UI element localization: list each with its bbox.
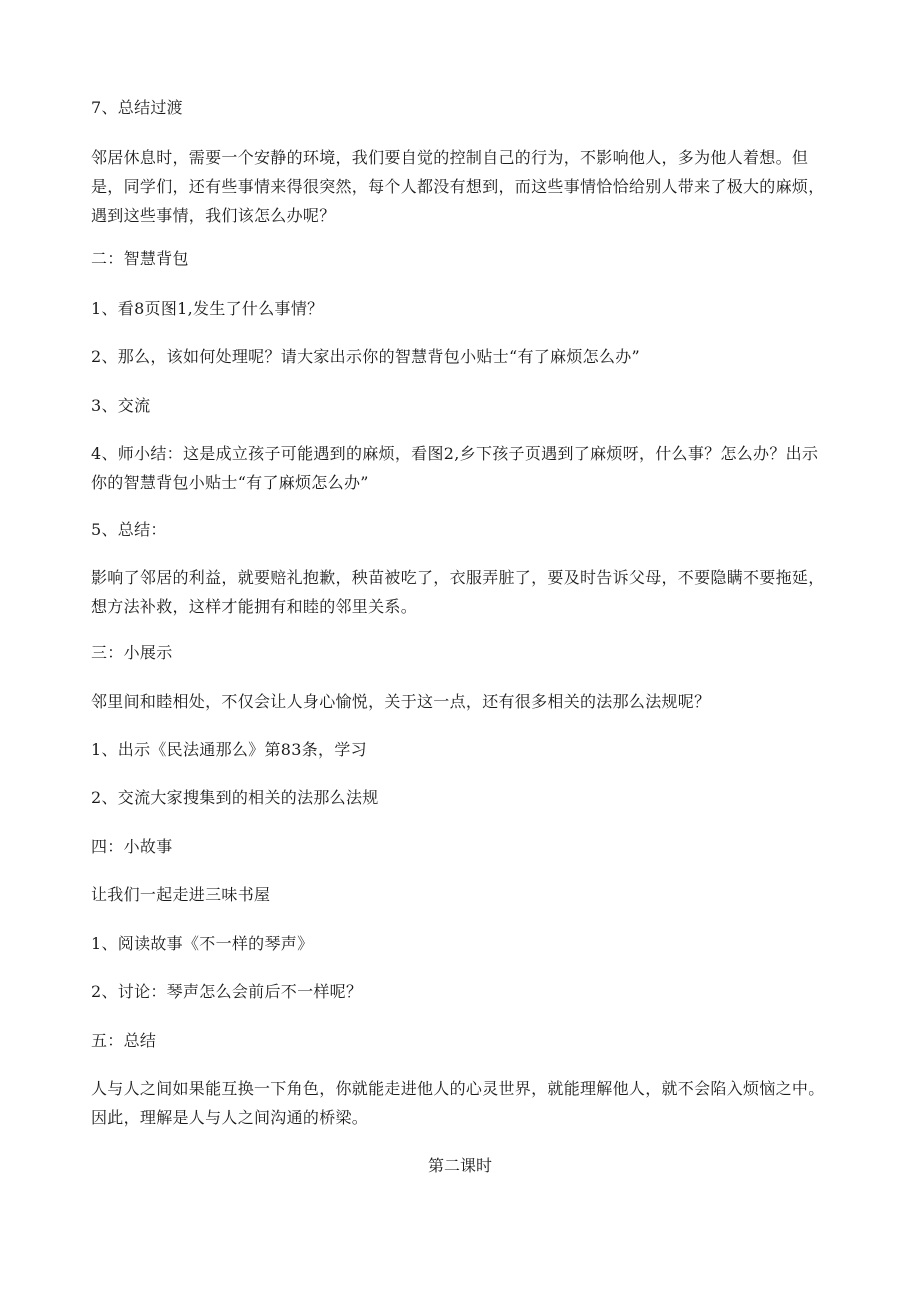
list-item-collected-laws: 2、交流大家搜集到的相关的法那么法规 bbox=[91, 788, 379, 807]
paragraph-neighbor-rest: 邻居休息时，需要一个安静的环境，我们要自觉的控制自己的行为，不影响他人，多为他人着想。但是，同学们，还有些事情来得很突然，每个人都没有想到，而这些事情恰恰给别人带来了极大的麻烦，遇到这些事情，我们该怎么办呢？ bbox=[91, 148, 825, 225]
section-heading-wisdom-backpack: 二：智慧背包 bbox=[91, 249, 189, 268]
list-item-discussion-question: 2、讨论：琴声怎么会前后不一样呢？ bbox=[91, 982, 363, 1001]
list-item-picture-1: 1、看8页图1,发生了什么事情？ bbox=[91, 299, 324, 318]
paragraph-laws-intro: 邻里间和睦相处，不仅会让人身心愉悦，关于这一点，还有很多相关的法那么法规呢？ bbox=[91, 692, 711, 711]
paragraph-understanding: 人与人之间如果能互换一下角色，你就能走进他人的心灵世界，就能理解他人，就不会陷入烦恼之中。因此，理解是人与人之间沟通的桥梁。 bbox=[91, 1079, 825, 1127]
list-item-discuss: 3、交流 bbox=[91, 396, 151, 415]
section-heading-small-story: 四：小故事 bbox=[91, 837, 173, 856]
list-item-civil-law: 1、出示《民法通那么》第83条，学习 bbox=[91, 740, 367, 759]
list-item-how-to-handle: 2、那么，该如何处理呢？请大家出示你的智慧背包小贴士“有了麻烦怎么办” bbox=[91, 347, 641, 366]
list-item-teacher-summary: 4、师小结：这是成立孩子可能遇到的麻烦，看图2,乡下孩子页遇到了麻烦呀，什么事？怎么办？出示你的智慧背包小贴士“有了麻烦怎么办” bbox=[91, 444, 819, 492]
paragraph-sanwei-bookstore: 让我们一起走进三味书屋 bbox=[91, 885, 271, 904]
heading-summary-transition: 7、总结过渡 bbox=[91, 98, 183, 117]
list-item-read-story: 1、阅读故事《不一样的琴声》 bbox=[91, 934, 314, 953]
list-item-conclusion: 5、总结： bbox=[91, 520, 167, 539]
paragraph-neighbor-interests: 影响了邻居的利益，就要赔礼抱歉，秧苗被吃了，衣服弄脏了，要及时告诉父母，不要隐瞒不要拖延，想方法补救，这样才能拥有和睦的邻里关系。 bbox=[91, 568, 825, 616]
lesson-two-title: 第二课时 bbox=[427, 1156, 492, 1175]
section-heading-small-display: 三：小展示 bbox=[91, 643, 173, 662]
section-heading-summary: 五：总结 bbox=[91, 1031, 157, 1050]
